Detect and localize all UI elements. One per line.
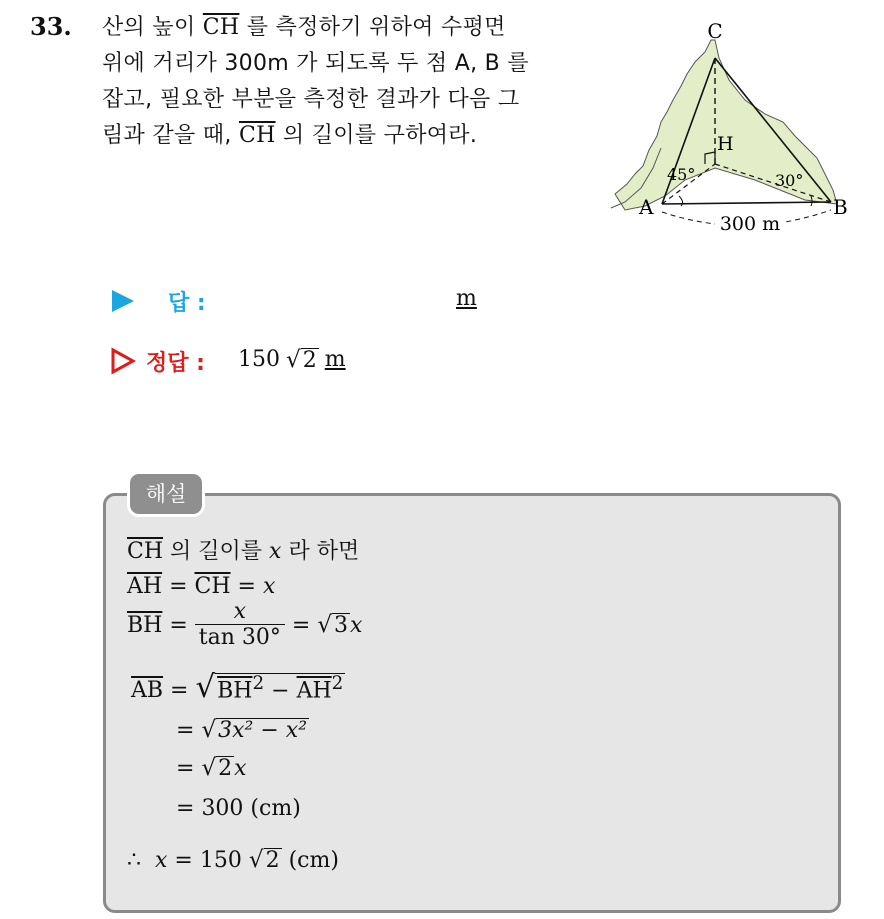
answer-unit: m	[456, 286, 477, 311]
play-arrow-icon	[110, 288, 136, 314]
angle-b-label: 30°	[775, 171, 804, 190]
solution-tag: 해설	[127, 471, 205, 517]
answer-row	[110, 284, 510, 320]
correct-answer-row	[110, 344, 510, 380]
segment-ch: $\overline{CH}$	[238, 123, 276, 148]
question-text	[102, 10, 588, 154]
correct-answer-value: 150 √ 2 m	[238, 346, 346, 373]
angle-a-label: 45°	[667, 165, 696, 184]
label-h: H	[717, 133, 734, 155]
correct-answer-label: 정답 :	[146, 351, 205, 376]
label-b: B	[833, 195, 848, 219]
solution-line-8: ∴ x = 150 √ 2 (cm)	[127, 847, 339, 873]
solution-line-1: $\overline{CH}$ 의 길이를 x 라 하면	[127, 539, 360, 564]
question-line-3: 잡고, 필요한 부분을 측정한 결과가 다음 그	[102, 87, 520, 112]
solution-line-2: $\overline{AH} = \overline{CH} = x$	[127, 574, 276, 599]
question-line-2: 위에 거리가 300m 가 되도록 두 점 A, B 를	[102, 51, 529, 76]
solution-line-7: = 300 (cm)	[176, 796, 301, 821]
mountain-silhouette	[615, 40, 837, 210]
fraction: $\frac{x}{\tan 30^\circ}$	[195, 600, 285, 652]
solution-box	[103, 493, 841, 913]
solution-line-6: = √ 2 x	[176, 755, 247, 781]
answer-label: 답 :	[168, 291, 206, 316]
distance-label: 300 m	[719, 213, 781, 235]
question-number: 33.	[30, 12, 72, 41]
solution-line-3: $\overline{BH}$ = $\frac{x}{\tan 30^\circ}$ = √ 3 x	[127, 599, 363, 651]
correct-answer-unit: m	[324, 347, 346, 372]
label-a: A	[639, 195, 654, 219]
mountain-figure	[605, 18, 865, 238]
segment-ch: $\overline{CH}$	[202, 15, 240, 40]
label-c: C	[707, 19, 723, 43]
solution-line-4: $\overline{AB}$ = √ $BH^2 - \overline{AH}^2$	[131, 669, 344, 705]
question-line-1: 산의 높이 $\overline{CH}$ 를 측정하기 위하여 수평면	[102, 15, 506, 40]
solution-line-5: = √ 3x² − x²	[176, 717, 308, 743]
outline-arrow-icon	[110, 347, 136, 375]
question-line-4: 림과 같을 때, $\overline{CH}$ 의 길이를 구하여라.	[102, 123, 478, 148]
